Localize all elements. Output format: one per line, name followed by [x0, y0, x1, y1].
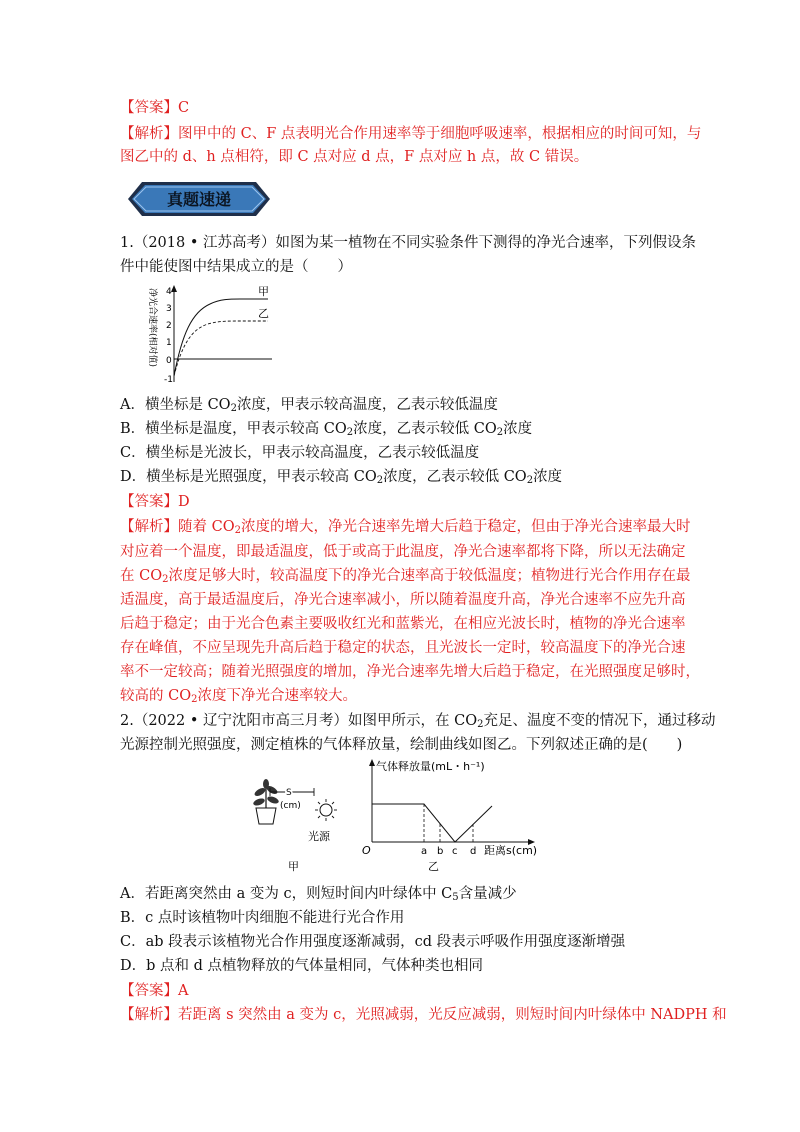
q1-ytick-3: 3 — [166, 304, 172, 314]
q1-ytick-4: 4 — [166, 287, 172, 297]
q2-caption-yi: 乙 — [428, 860, 439, 873]
section-badge-label: 真题速递 — [166, 190, 232, 209]
q2-yi-origin: O — [362, 844, 371, 857]
q1-analysis-8: 较高的 $CO_2$浓度下净光合速率较大。 — [120, 688, 357, 705]
q2-s-label: S — [286, 788, 292, 798]
q2-point-d: d — [470, 846, 477, 857]
q2-light-label: 光源 — [308, 830, 330, 843]
q1-analysis-7: 率不一定较高；随着光照强度的增加，净光合速率先增大后趋于稳定，在光照强度足够时， — [120, 664, 700, 680]
q1-ytick-neg1: -1 — [164, 375, 173, 385]
q2-analysis-1: 【解析】若距离 s 突然由 a 变为 c，光照减弱，光反应减弱，则短时间内叶绿体中 NADPH 和 — [120, 1007, 727, 1023]
q2-point-b: b — [437, 846, 444, 857]
q2-stem-line-1: 2.（2022 • 辽宁沈阳市高三月考）如图甲所示，在 $CO_2$充足、温度不变的情况下，通过移动 — [120, 713, 716, 730]
q1-stem-line-1: 1.（2018 • 江苏高考）如图为某一植物在不同实验条件下测得的净光合速率，下列假设条 — [120, 235, 697, 251]
q1-option-d[interactable]: D．横坐标是光照强度，甲表示较高 $CO_2$浓度，乙表示较低 $CO_2$浓度 — [120, 469, 563, 486]
q1-option-a[interactable]: A．横坐标是 $CO_2$浓度，甲表示较高温度，乙表示较低温度 — [120, 397, 498, 414]
q1-analysis-5: 后趋于稳定；由于光合色素主要吸收红光和蓝紫光，在相应光波长时，植物的净光合速率 — [120, 616, 686, 632]
q1-analysis-6: 存在峰值，不应呈现先升高后趋于稳定的状态，且光波长一定时，较高温度下的净光合速 — [120, 640, 686, 656]
q2-caption-jia: 甲 — [288, 860, 299, 873]
q1-analysis-3: 在 $CO_2$浓度足够大时，较高温度下的净光合速率高于较低温度；植物进行光合作用存在最 — [120, 568, 691, 585]
q1-series-yi: 乙 — [258, 307, 269, 320]
q1-ytick-0: 0 — [166, 356, 172, 366]
q1-ytick-2: 2 — [166, 321, 172, 331]
prev-analysis-line-1: 【解析】图甲中的 C、F 点表明光合作用速率等于细胞呼吸速率，根据相应的时间可知，与 — [120, 126, 702, 142]
q2-point-a: a — [421, 846, 428, 857]
q2-cm-label: (cm) — [280, 801, 301, 811]
q2-yi-xlabel: 距离s(cm) — [484, 844, 538, 857]
q1-analysis-1: 【解析】随着 $CO_2$浓度的增大，净光合速率先增大后趋于稳定，但由于净光合速率最大时 — [120, 519, 691, 536]
prev-analysis-line-2: 图乙中的 d、h 点相符，即 C 点对应 d 点，F 点对应 h 点，故 C 错误。 — [120, 149, 589, 165]
q2-yi-ylabel: 气体释放量(mL・h⁻¹) — [376, 760, 485, 773]
q2-option-b[interactable]: B．c 点时该植物叶肉细胞不能进行光合作用 — [120, 910, 405, 926]
q2-option-a[interactable]: A．若距离突然由 a 变为 c，则短时间内叶绿体中 $C_5$含量减少 — [120, 886, 517, 903]
q1-series-jia: 甲 — [258, 285, 269, 298]
q1-stem-line-2: 件中能使图中结果成立的是（ ） — [120, 259, 352, 275]
q2-figure-jia — [248, 778, 348, 882]
q2-figure-yi — [360, 758, 560, 882]
q1-analysis-2: 对应着一个温度，即最适温度，低于或高于此温度，净光合速率都将下降，所以无法确定 — [120, 544, 686, 560]
q1-ytick-1: 1 — [166, 338, 172, 348]
q1-analysis-4: 适温度，高于最适温度后，净光合速率减小，所以随着温度升高，净光合速率不应先升高 — [120, 592, 686, 608]
q2-option-c[interactable]: C．ab 段表示该植物光合作用强度逐渐减弱，cd 段表示呼吸作用强度逐渐增强 — [120, 934, 626, 950]
q2-answer: 【答案】A — [120, 983, 189, 999]
q2-point-c: c — [452, 846, 458, 857]
q1-ylabel: 净光合速率(相对值) — [147, 288, 157, 368]
q1-option-b[interactable]: B．横坐标是温度，甲表示较高 $CO_2$浓度，乙表示较低 $CO_2$浓度 — [120, 421, 533, 438]
prev-answer: 【答案】C — [120, 100, 190, 116]
q1-option-c[interactable]: C．横坐标是光波长，甲表示较高温度，乙表示较低温度 — [120, 445, 480, 461]
q1-figure — [140, 284, 280, 390]
q2-stem-line-2: 光源控制光照强度，测定植株的气体释放量，绘制曲线如图乙。下列叙述正确的是( ) — [120, 737, 683, 753]
section-badge — [120, 178, 278, 220]
q2-option-d[interactable]: D．b 点和 d 点植物释放的气体量相同，气体种类也相同 — [120, 958, 484, 974]
q1-answer: 【答案】D — [120, 494, 190, 510]
